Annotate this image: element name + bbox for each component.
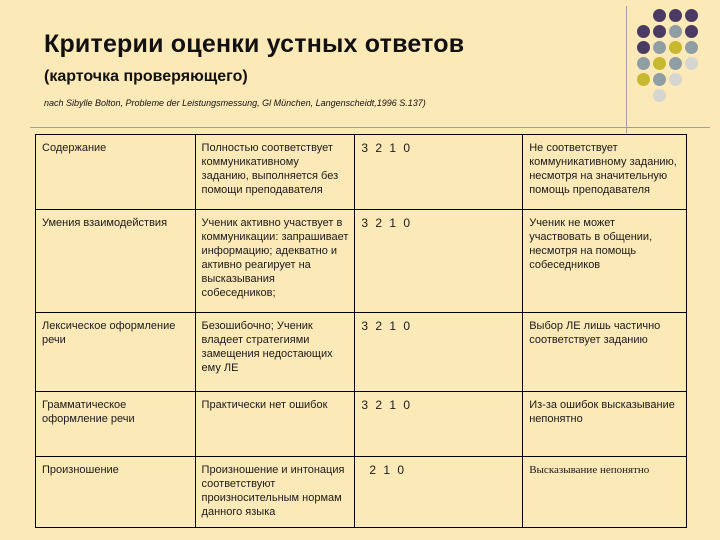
score-scale-cell: 3 2 1 0 bbox=[355, 313, 523, 392]
divider-vertical bbox=[626, 6, 627, 133]
score-scale-cell: 2 1 0 bbox=[355, 457, 523, 528]
decorative-dot bbox=[637, 41, 650, 54]
decorative-dot-grid bbox=[637, 9, 700, 104]
decorative-dot bbox=[685, 25, 698, 38]
decorative-dot bbox=[685, 89, 698, 102]
criterion-cell: Лексическое оформление речи bbox=[36, 313, 196, 392]
low-descriptor-cell: Ученик не может участвовать в общении, несмотря на помощь собеседников bbox=[523, 210, 687, 313]
decorative-dot bbox=[653, 73, 666, 86]
high-descriptor-cell: Ученик активно участвует в коммуникации: запрашивает информацию; адекватно и активно реагирует на высказывания собеседников; bbox=[195, 210, 355, 313]
criterion-cell: Грамматическое оформление речи bbox=[36, 392, 196, 457]
table-row bbox=[36, 313, 687, 392]
decorative-dot bbox=[685, 9, 698, 22]
criterion-cell: Содержание bbox=[36, 135, 196, 210]
source-citation: nach Sibylle Bolton, Probleme der Leistungsmessung, Gl München, Langenscheidt,1996 S.137) bbox=[44, 98, 426, 108]
decorative-dot bbox=[637, 89, 650, 102]
high-descriptor-cell: Практически нет ошибок bbox=[195, 392, 355, 457]
decorative-dot bbox=[669, 25, 682, 38]
decorative-dot bbox=[637, 73, 650, 86]
score-scale-cell: 3 2 1 0 bbox=[355, 392, 523, 457]
decorative-dot bbox=[669, 41, 682, 54]
decorative-dot bbox=[653, 89, 666, 102]
decorative-dot bbox=[637, 25, 650, 38]
decorative-dot bbox=[669, 57, 682, 70]
decorative-dot bbox=[653, 57, 666, 70]
decorative-dot bbox=[653, 41, 666, 54]
decorative-dot bbox=[669, 9, 682, 22]
high-descriptor-cell: Безошибочно; Ученик владеет стратегиями замещения недостающих ему ЛЕ bbox=[195, 313, 355, 392]
low-descriptor-cell: Из-за ошибок высказывание непонятно bbox=[523, 392, 687, 457]
table-row bbox=[36, 210, 687, 313]
slide-subtitle: (карточка проверяющего) bbox=[44, 68, 248, 85]
decorative-dot bbox=[653, 9, 666, 22]
high-descriptor-cell: Полностью соответствует коммуникативному заданию, выполняется без помощи преподавателя bbox=[195, 135, 355, 210]
decorative-dot bbox=[669, 73, 682, 86]
high-descriptor-cell: Произношение и интонация соответствуют произносительным нормам данного языка bbox=[195, 457, 355, 528]
criterion-cell: Произношение bbox=[36, 457, 196, 528]
criteria-table bbox=[35, 134, 687, 528]
low-descriptor-cell: Выбор ЛЕ лишь частично соответствует заданию bbox=[523, 313, 687, 392]
decorative-dot bbox=[685, 41, 698, 54]
decorative-dot bbox=[653, 25, 666, 38]
low-descriptor-cell: Не соответствует коммуникативному заданию, несмотря на значительную помощь преподавателя bbox=[523, 135, 687, 210]
decorative-dot bbox=[685, 73, 698, 86]
table-row bbox=[36, 392, 687, 457]
divider-horizontal bbox=[30, 127, 710, 128]
low-descriptor-cell: Высказывание непонятно bbox=[523, 457, 687, 528]
decorative-dot bbox=[669, 89, 682, 102]
criterion-cell: Умения взаимодействия bbox=[36, 210, 196, 313]
slide-title: Критерии оценки устных ответов bbox=[44, 30, 465, 58]
score-scale-cell: 3 2 1 0 bbox=[355, 210, 523, 313]
decorative-dot bbox=[685, 57, 698, 70]
decorative-dot bbox=[637, 57, 650, 70]
decorative-dot bbox=[637, 9, 650, 22]
score-scale-cell: 3 2 1 0 bbox=[355, 135, 523, 210]
table-row bbox=[36, 457, 687, 528]
table-row bbox=[36, 135, 687, 210]
